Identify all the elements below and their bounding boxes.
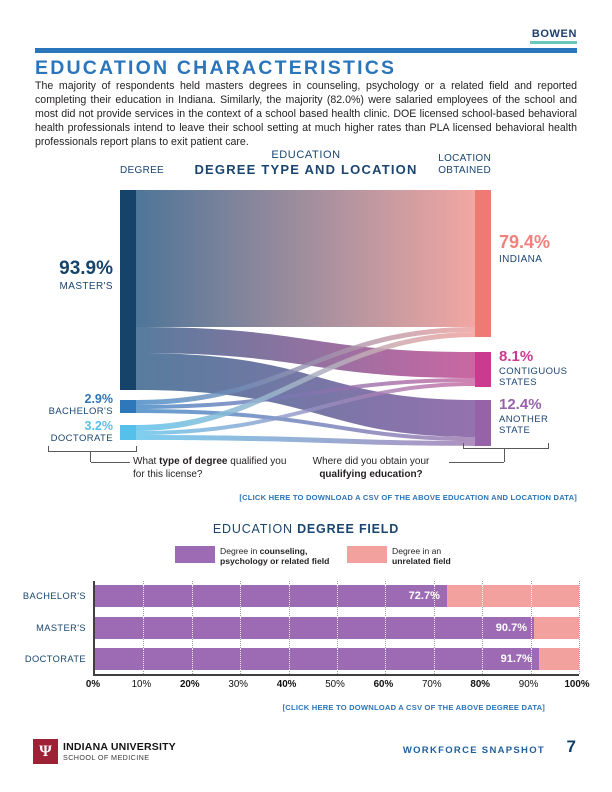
bar-segment-unrelated <box>534 617 579 639</box>
question-left-pre: What <box>133 456 160 467</box>
sankey-title-line2: DEGREE TYPE AND LOCATION <box>194 162 418 177</box>
gridline <box>240 617 241 639</box>
legend1-bold: counseling, psychology or related field <box>220 546 330 567</box>
label-masters <box>0 259 113 292</box>
bar-value-label: 72.7% <box>408 590 440 602</box>
label-another-state <box>499 397 574 436</box>
gridline <box>482 585 483 607</box>
x-axis-tick-row <box>0 679 612 693</box>
bar-value-label: 91.7% <box>500 653 532 665</box>
bar-plot-area <box>93 581 579 676</box>
node-masters <box>120 190 136 390</box>
question-location <box>296 456 446 481</box>
bachelors-name: BACHELOR'S <box>48 406 113 417</box>
bar-value-label: 90.7% <box>495 622 527 634</box>
question-left-bold: type of degree <box>159 456 228 467</box>
gridline <box>289 648 290 670</box>
footer-university: INDIANA UNIVERSITY <box>63 741 176 753</box>
x-tick-label: 80% <box>470 679 490 690</box>
gridline <box>434 617 435 639</box>
doctorate-percent: 3.2% <box>84 419 113 433</box>
legend2-bold: unrelated field <box>392 556 451 567</box>
bar-category-label: BACHELOR'S <box>22 591 86 601</box>
iu-logo <box>33 739 58 764</box>
right-connector-line <box>449 454 504 463</box>
x-tick-label: 20% <box>179 679 200 690</box>
x-tick-label: 90% <box>518 679 539 690</box>
gridline <box>531 648 532 670</box>
intro-paragraph: The majority of respondents held masters degrees in counseling, psychology or a related field and reported completing their education in Indiana. Similarly, the majority (82.0%) were salaried employees of the school and most did not provide services in the context of a school based health clinic. DOE licensed school-based behavioral health professionals intend to leave their school setting at much higher rates than PLA licensed behavioral health professionals report plans to exit patient care. <box>35 80 577 148</box>
bar-segment-unrelated <box>447 585 579 607</box>
x-tick-label: 70% <box>421 679 442 690</box>
bar-category-label: MASTER'S <box>36 623 86 633</box>
gridline <box>434 648 435 670</box>
x-tick-label: 40% <box>276 679 297 690</box>
gridline <box>385 648 386 670</box>
sankey-title <box>166 149 446 177</box>
x-tick-label: 10% <box>131 679 152 690</box>
gridline <box>143 648 144 670</box>
gridline <box>579 581 580 674</box>
gridline <box>192 585 193 607</box>
csv-download-link-degree[interactable]: [CLICK HERE TO DOWNLOAD A CSV OF THE ABOVE DEGREE DATA] <box>282 703 545 712</box>
x-tick-label: 0% <box>85 679 101 690</box>
node-doctorate <box>120 425 136 440</box>
another-state-percent: 12.4% <box>499 396 542 413</box>
contiguous-name: CONTIGUOUS STATES <box>499 366 568 388</box>
sankey-title-line1: EDUCATION <box>271 149 341 161</box>
bar-row <box>95 617 579 639</box>
gridline <box>143 617 144 639</box>
legend-swatch-unrelated-field <box>347 546 387 563</box>
another-state-name: ANOTHER STATE <box>499 414 549 436</box>
gridline <box>385 617 386 639</box>
x-tick-label: 60% <box>373 679 394 690</box>
contiguous-percent: 8.1% <box>499 348 534 365</box>
gridline <box>192 648 193 670</box>
sankey-diagram <box>120 185 491 446</box>
gridline <box>482 648 483 670</box>
bar-segment-related <box>95 648 539 670</box>
indiana-name: INDIANA <box>499 254 543 265</box>
gridline <box>337 585 338 607</box>
x-tick-label: 30% <box>228 679 248 690</box>
bar-category-label: DOCTORATE <box>24 654 86 664</box>
page-title: EDUCATION CHARACTERISTICS <box>35 57 397 79</box>
doctorate-name: DOCTORATE <box>50 433 113 444</box>
gridline <box>531 585 532 607</box>
gridline <box>482 617 483 639</box>
gridline <box>531 617 532 639</box>
gridline <box>289 585 290 607</box>
legend1-pre: Degree in <box>220 546 260 556</box>
gridline <box>434 585 435 607</box>
right-bracket <box>463 443 549 449</box>
gridline <box>385 585 386 607</box>
question-right-line1: Where did you obtain your <box>312 456 430 467</box>
page-number: 7 <box>566 737 576 756</box>
legend2-pre: Degree in an <box>392 546 442 556</box>
right-bracket-stem <box>504 448 505 462</box>
label-doctorate <box>0 420 113 444</box>
sankey-left-column-header: DEGREE <box>120 165 165 176</box>
label-contiguous-states <box>499 349 574 388</box>
gridline <box>192 617 193 639</box>
bar-title-regular: EDUCATION <box>212 522 298 536</box>
x-tick-label: 100% <box>564 679 590 690</box>
bar-row <box>95 648 579 670</box>
gridline <box>143 585 144 607</box>
gridline <box>289 617 290 639</box>
bar-row <box>95 585 579 607</box>
legend-label-related-field <box>220 546 355 567</box>
legend-label-unrelated-field <box>392 546 482 567</box>
bachelors-percent: 2.9% <box>84 392 113 406</box>
question-degree-type <box>133 456 291 481</box>
node-bachelors <box>120 400 136 413</box>
bar-segment-related <box>95 617 534 639</box>
indiana-percent: 79.4% <box>499 232 551 252</box>
question-right-line2: qualifying education? <box>319 468 423 480</box>
left-bracket <box>48 446 137 452</box>
byline-underline <box>530 41 577 44</box>
node-another-state <box>475 400 491 446</box>
iu-trident-icon: Ψ <box>39 742 52 760</box>
footer-report-label: WORKFORCE SNAPSHOT <box>402 745 545 756</box>
node-contiguous-states <box>475 352 491 387</box>
sankey-right-column-header: LOCATION OBTAINED <box>438 153 491 176</box>
bar-chart-title <box>166 522 446 536</box>
bar-title-bold: DEGREE FIELD <box>297 522 400 536</box>
csv-download-link-education-location[interactable]: [CLICK HERE TO DOWNLOAD A CSV OF THE ABOVE EDUCATION AND LOCATION DATA] <box>239 493 577 502</box>
bar-segment-unrelated <box>539 648 579 670</box>
label-bachelors <box>0 393 113 417</box>
gridline <box>240 648 241 670</box>
gridline <box>337 648 338 670</box>
flow-masters-indiana <box>136 190 475 327</box>
bar-segment-related <box>95 585 447 607</box>
footer-school: SCHOOL OF MEDICINE <box>63 753 150 762</box>
byline: BOWEN <box>531 28 577 40</box>
masters-percent: 93.9% <box>59 258 113 279</box>
node-indiana <box>475 190 491 337</box>
header-rule <box>35 48 577 53</box>
question-left-post: qualified you for this license? <box>133 456 287 480</box>
gridline <box>337 617 338 639</box>
gridline <box>240 585 241 607</box>
legend-swatch-related-field <box>175 546 215 563</box>
label-indiana <box>499 233 574 265</box>
x-tick-label: 50% <box>325 679 345 690</box>
left-connector-line <box>91 454 130 463</box>
masters-name: MASTER'S <box>59 281 113 292</box>
